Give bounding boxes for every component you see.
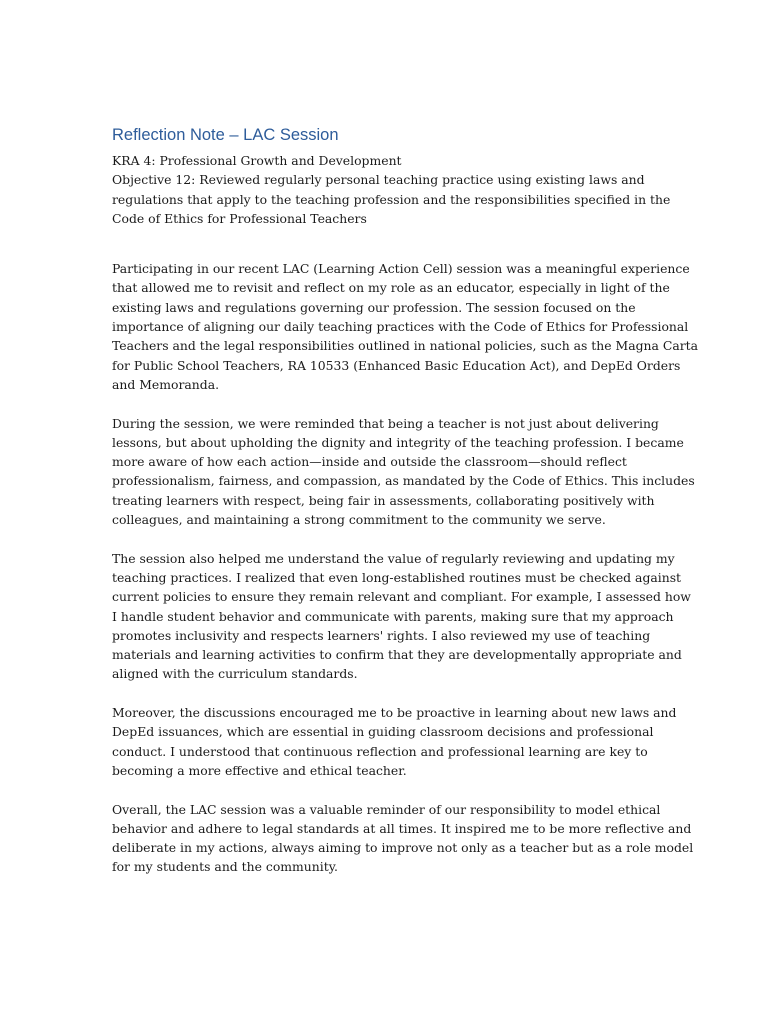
text-line: treating learners with respect, being fair in assessments, collaborating positively with bbox=[112, 492, 655, 508]
text-line: for Public School Teachers, RA 10533 (Enhanced Basic Education Act), and DepEd Orders bbox=[112, 357, 681, 373]
document-page bbox=[112, 125, 698, 896]
text-line: current policies to ensure they remain relevant and compliant. For example, I assessed how bbox=[112, 589, 691, 605]
text-line: Participating in our recent LAC (Learning Action Cell) session was a meaningful experience bbox=[112, 261, 690, 277]
text-line: for my students and the community. bbox=[112, 859, 338, 875]
paragraph-intro bbox=[112, 259, 698, 394]
text-line: more aware of how each action—inside and outside the classroom—should reflect bbox=[112, 454, 627, 470]
document-title: Reflection Note – LAC Session bbox=[112, 126, 339, 144]
text-line: colleagues, and maintaining a strong commitment to the community we serve. bbox=[112, 512, 606, 528]
text-line: DepEd issuances, which are essential in guiding classroom decisions and professional bbox=[112, 724, 654, 740]
text-line: lessons, but about upholding the dignity and integrity of the teaching profession. I became bbox=[112, 434, 684, 450]
text-line: existing laws and regulations governing our profession. The session focused on the bbox=[112, 299, 636, 315]
text-line: behavior and adhere to legal standards at all times. It inspired me to be more reflective and bbox=[112, 820, 692, 836]
text-line: and Memoranda. bbox=[112, 376, 220, 392]
text-line: During the session, we were reminded that being a teacher is not just about delivering bbox=[112, 415, 659, 431]
paragraph-practices bbox=[112, 549, 691, 684]
text-line: I handle student behavior and communicate with parents, making sure that my approach bbox=[112, 608, 674, 624]
text-line: that allowed me to revisit and reflect on my role as an educator, especially in light of the bbox=[112, 280, 670, 296]
text-line: Moreover, the discussions encouraged me to be proactive in learning about new laws and bbox=[112, 705, 677, 721]
text-line: materials and learning activities to confirm that they are developmentally appropriate and bbox=[112, 647, 682, 663]
objective-line: Code of Ethics for Professional Teachers bbox=[112, 210, 367, 226]
objective-line: Objective 12: Reviewed regularly personal teaching practice using existing laws and bbox=[112, 172, 645, 188]
text-line: becoming a more effective and ethical teacher. bbox=[112, 762, 407, 778]
paragraph-moreover bbox=[112, 703, 677, 780]
text-line: deliberate in my actions, always aiming to improve not only as a teacher but as a role model bbox=[112, 840, 694, 856]
text-line: conduct. I understood that continuous reflection and professional learning are key to bbox=[112, 743, 648, 759]
objective-text bbox=[112, 170, 671, 228]
paragraph-overall bbox=[112, 800, 694, 877]
text-line: Overall, the LAC session was a valuable reminder of our responsibility to model ethical bbox=[112, 801, 661, 817]
text-line: teaching practices. I realized that even long-established routines must be checked against bbox=[112, 569, 682, 585]
text-line: aligned with the curriculum standards. bbox=[112, 666, 358, 682]
reflection-body bbox=[112, 259, 698, 877]
text-line: professionalism, fairness, and compassion, as mandated by the Code of Ethics. This includes bbox=[112, 473, 695, 489]
objective-line: regulations that apply to the teaching profession and the responsibilities specified in the bbox=[112, 191, 671, 207]
text-line: The session also helped me understand the value of regularly reviewing and updating my bbox=[112, 550, 675, 566]
text-line: promotes inclusivity and respects learners' rights. I also reviewed my use of teaching bbox=[112, 627, 651, 643]
kra-line: KRA 4: Professional Growth and Development bbox=[112, 153, 402, 168]
text-line: Teachers and the legal responsibilities outlined in national policies, such as the Magna Carta bbox=[112, 338, 698, 354]
text-line: importance of aligning our daily teaching practices with the Code of Ethics for Professional bbox=[112, 319, 689, 335]
paragraph-session bbox=[112, 414, 695, 530]
